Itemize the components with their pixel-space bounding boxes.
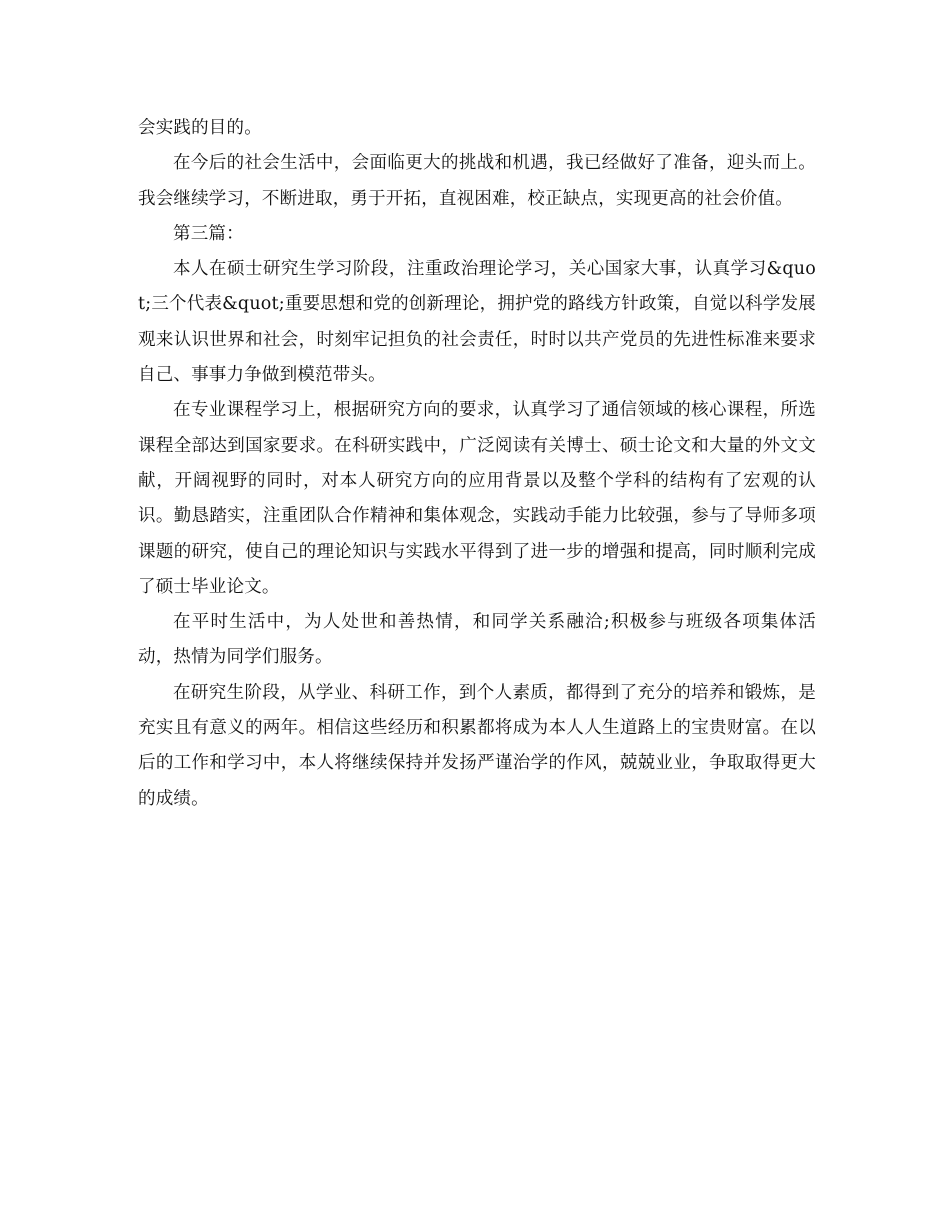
paragraph-continuation: 会实践的目的。	[138, 118, 262, 138]
paragraph-coursework-research: 在专业课程学习上，根据研究方向的要求，认真学习了通信领域的核心课程，所选课程全部达到国家要求。在科研实践中，广泛阅读有关博士、硕士论文和大量的外文文献，开阔视野的同时，对本人研究方向的应用背景以及整个学科的结构有了宏观的认识。勤恳踏实，注重团队合作精神和集体观念，实践动手能力比较强，参与了导师多项课题的研究，使自己的理论知识与实践水平得到了进一步的增强和提高，同时顺利完成了硕士毕业论文。	[138, 400, 816, 597]
paragraph-future-plans: 在今后的社会生活中，会面临更大的挑战和机遇，我已经做好了准备，迎头而上。我会继续学习，不断进取，勇于开拓，直视困难，校正缺点，实现更高的社会价值。	[138, 153, 816, 209]
section-heading-part-three: 第三篇：	[173, 223, 244, 244]
document-body	[138, 111, 816, 817]
paragraph-conclusion: 在研究生阶段，从学业、科研工作，到个人素质，都得到了充分的培养和锻炼，是充实且有意义的两年。相信这些经历和积累都将成为本人人生道路上的宝贵财富。在以后的工作和学习中，本人将继续保持并发扬严谨治学的作风，兢兢业业，争取取得更大的成绩。	[138, 682, 816, 809]
paragraph-daily-life: 在平时生活中，为人处世和善热情，和同学关系融洽;积极参与班级各项集体活动，热情为同学们服务。	[138, 612, 816, 668]
paragraph-political-study: 本人在硕士研究生学习阶段，注重政治理论学习，关心国家大事，认真学习&quot;三个代表&quot;重要思想和党的创新理论，拥护党的路线方针政策，自觉以科学发展观来认识世界和社会，时刻牢记担负的社会责任，时时以共产党员的先进性标准来要求自己、事事力争做到模范带头。	[138, 259, 816, 386]
